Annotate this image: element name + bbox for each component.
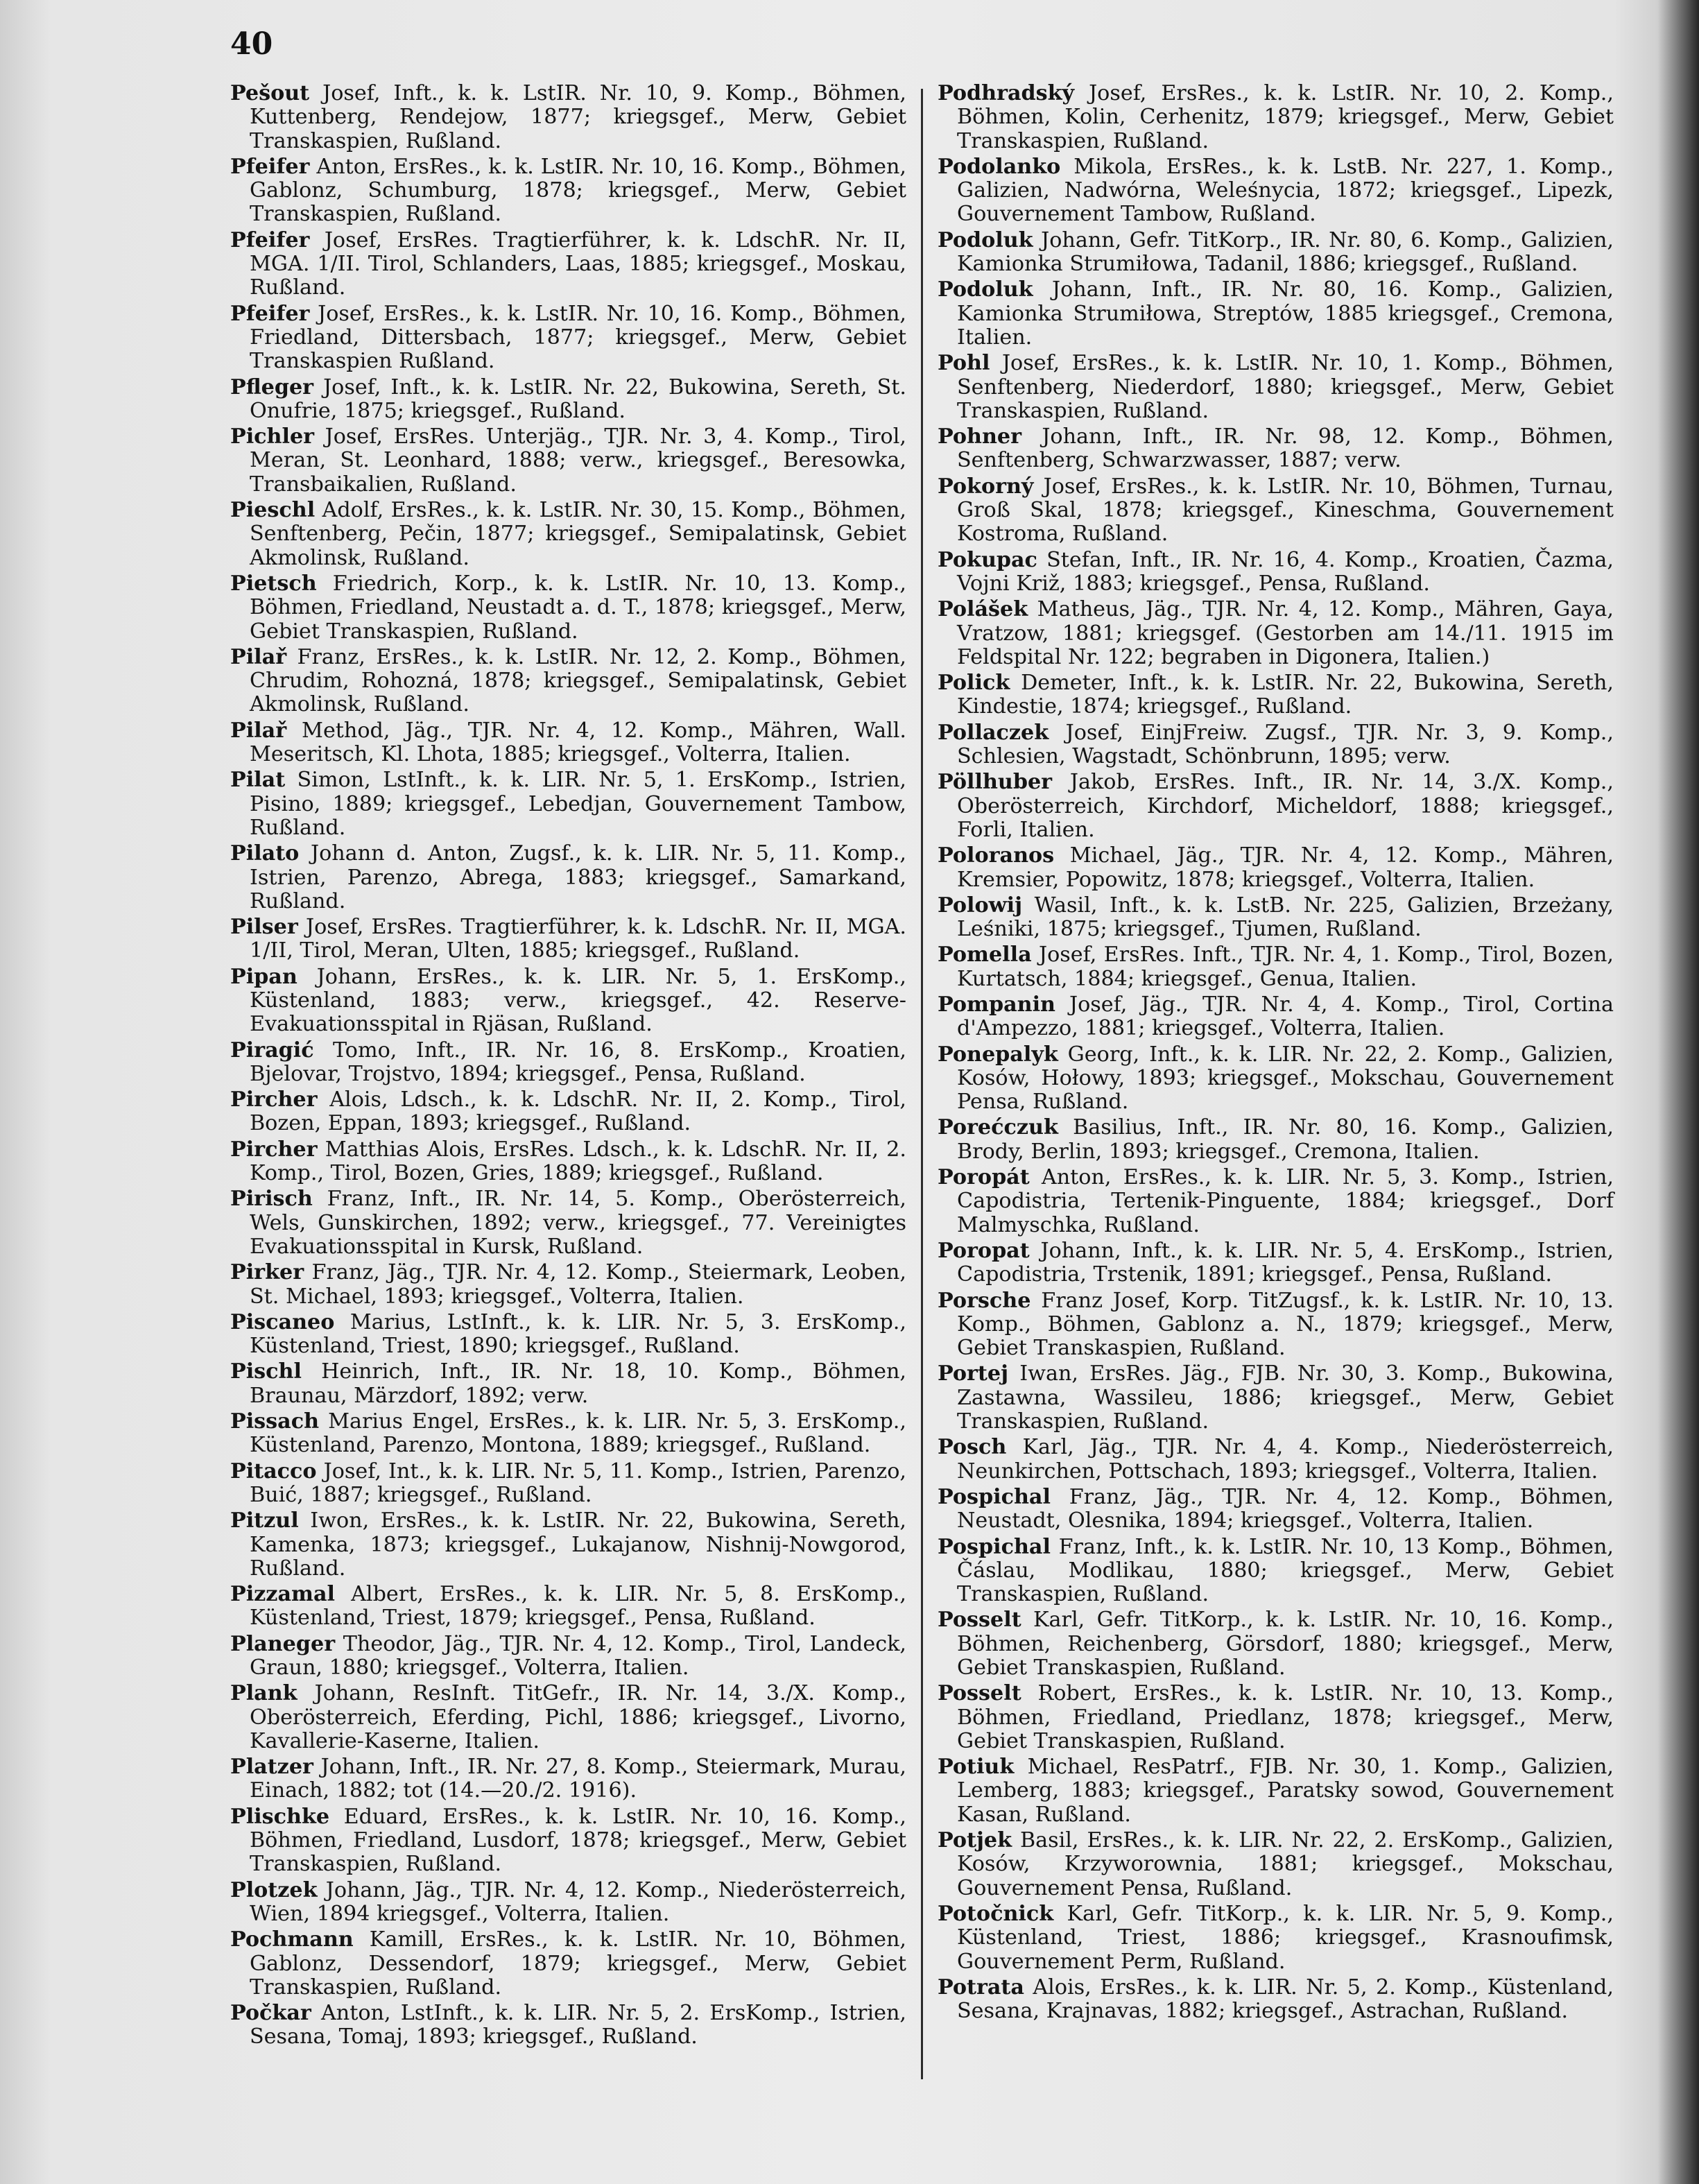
entry-surname: Pochmann — [230, 1927, 354, 1952]
entry-surname: Pircher — [230, 1087, 318, 1112]
entry-surname: Platzer — [230, 1755, 313, 1780]
register-entry — [230, 1088, 906, 1136]
register-entry — [938, 352, 1614, 423]
register-entry — [230, 1633, 906, 1680]
entry-surname: Podoluk — [938, 277, 1033, 302]
register-entry — [938, 721, 1614, 769]
register-entry — [938, 1486, 1614, 1533]
register-entry — [230, 425, 906, 497]
entry-surname: Pfeifer — [230, 227, 310, 252]
entry-details: Johann, Inft., k. k. LIR. Nr. 5, 4. ErsKomp., Istrien, Capodistria, Trstenik, 1891; kriegsgef., Pensa, Rußland. — [957, 1238, 1614, 1287]
entry-surname: Pissach — [230, 1409, 320, 1434]
register-entry — [938, 1043, 1614, 1115]
register-entry — [938, 549, 1614, 596]
entry-surname: Piscaneo — [230, 1309, 335, 1334]
right-column — [938, 82, 1614, 2025]
register-entry — [938, 894, 1614, 942]
entry-details: Kamill, ErsRes., k. k. LstIR. Nr. 10, Böhmen, Gablonz, Dessendorf, 1879; kriegsgef., Merw, Gebiet Transkaspien, Rußland. — [250, 1927, 906, 2000]
entry-surname: Planeger — [230, 1631, 336, 1656]
register-entry — [230, 1460, 906, 1508]
entry-surname: Pitzul — [230, 1508, 299, 1533]
entry-surname: Pfeifer — [230, 301, 310, 326]
entry-details: Karl, Gefr. TitKorp., k. k. LIR. Nr. 5, 9. Komp., Küstenland, Triest, 1886; kriegsgef., Krasnoufimsk, Gouvernement Perm, Rußland. — [957, 1901, 1614, 1974]
register-entry — [938, 671, 1614, 719]
entry-details: Johann, Gefr. TitKorp., IR. Nr. 80, 6. Komp., Galizien, Kamionka Strumiłowa, Tadanil, 1886; kriegsgef., Rußland. — [957, 227, 1614, 277]
entry-details: Karl, Gefr. TitKorp., k. k. LstIR. Nr. 10, 16. Komp., Böhmen, Reichenberg, Görsdorf, 1880; kriegsgef., Merw, Gebiet Transkaspien, Rußland. — [957, 1608, 1614, 1680]
entry-surname: Podoluk — [938, 227, 1033, 252]
register-entry — [230, 1360, 906, 1408]
entry-surname: Počkar — [230, 2001, 311, 2026]
register-entry — [938, 1239, 1614, 1287]
entry-details: Tomo, Inft., IR. Nr. 16, 8. ErsKomp., Kroatien, Bjelovar, Trojstvo, 1894; kriegsgef., Pensa, Rußland. — [250, 1038, 906, 1086]
entry-surname: Polowij — [938, 893, 1023, 918]
register-entry — [230, 2002, 906, 2049]
entry-surname: Polick — [938, 671, 1010, 696]
register-entry — [938, 943, 1614, 991]
entry-surname: Poropát — [938, 1165, 1030, 1190]
register-entry — [230, 499, 906, 570]
entry-details: Josef, ErsRes. Inft., TJR. Nr. 4, 1. Komp., Tirol, Bozen, Kurtatsch, 1884; kriegsgef., Genua, Italien. — [957, 943, 1614, 991]
entry-surname: Pieschl — [230, 498, 316, 523]
entry-surname: Piragić — [230, 1038, 314, 1063]
entry-details: Simon, LstInft., k. k. LIR. Nr. 5, 1. ErsKomp., Istrien, Pisino, 1889; kriegsgef., Lebedjan, Gouvernement Tambow, Rußland. — [250, 768, 906, 840]
entry-surname: Pilař — [230, 644, 287, 669]
scan-shadow-edge — [1657, 0, 1699, 2184]
entry-surname: Pokorný — [938, 474, 1034, 499]
register-entry — [938, 771, 1614, 842]
entry-details: Josef, ErsRes., k. k. LstIR. Nr. 10, Böhmen, Turnau, Groß Skal, 1878; kriegsgef., Kineschma, Gouvernement Kostroma, Rußland. — [957, 474, 1614, 547]
entry-surname: Pilat — [230, 768, 286, 793]
entry-surname: Pipan — [230, 964, 297, 989]
register-entry — [230, 229, 906, 300]
register-entry — [230, 302, 906, 374]
register-entry — [938, 993, 1614, 1041]
entry-details: Franz, Jäg., TJR. Nr. 4, 12. Komp., Steiermark, Leoben, St. Michael, 1893; kriegsgef., Volterra, Italien. — [250, 1260, 906, 1309]
register-entry — [938, 844, 1614, 892]
entry-surname: Pohner — [938, 424, 1022, 449]
entry-details: Marius Engel, ErsRes., k. k. LIR. Nr. 5, 3. ErsKomp., Küstenland, Parenzo, Montona, 1889; kriegsgef., Rußland. — [250, 1409, 906, 1458]
entry-details: Anton, LstInft., k. k. LIR. Nr. 5, 2. ErsKomp., Istrien, Sesana, Tomaj, 1893; kriegsgef., Rußland. — [250, 2001, 907, 2049]
register-entry — [938, 278, 1614, 350]
register-entry — [938, 1436, 1614, 1484]
entry-surname: Porsche — [938, 1288, 1031, 1313]
entry-details: Josef, ErsRes., k. k. LstIR. Nr. 10, 2. Komp., Böhmen, Kolin, Cerhenitz, 1879; kriegsgef., Merw, Gebiet Transkaspien, Rußland. — [957, 81, 1614, 153]
entry-surname: Portej — [938, 1361, 1009, 1386]
entry-surname: Posch — [938, 1435, 1007, 1460]
entry-details: Josef, Inft., k. k. LstIR. Nr. 10, 9. Komp., Böhmen, Kuttenberg, Rendejow, 1877; kriegsgef., Merw, Gebiet Transkaspien, Rußland. — [250, 81, 906, 153]
register-entry — [230, 1261, 906, 1309]
entry-details: Theodor, Jäg., TJR. Nr. 4, 12. Komp., Tirol, Landeck, Graun, 1880; kriegsgef., Volterra, Italien. — [250, 1631, 906, 1680]
register-entry — [938, 82, 1614, 153]
register-entry — [230, 1410, 906, 1458]
entry-surname: Pospichal — [938, 1484, 1051, 1509]
entry-surname: Pircher — [230, 1137, 318, 1162]
entry-surname: Porećczuk — [938, 1115, 1058, 1140]
entry-details: Josef, ErsRes., k. k. LstIR. Nr. 10, 1. Komp., Böhmen, Senftenberg, Niederdorf, 1880; kriegsgef., Merw, Gebiet Transkaspien, Rußland. — [957, 351, 1614, 423]
entry-details: Johann, ResInft. TitGefr., IR. Nr. 14, 3./X. Komp., Oberösterreich, Eferding, Pichl, 1886; kriegsgef., Livorno, Kavallerie-Kaserne, Italien. — [250, 1681, 906, 1753]
register-entry — [230, 915, 906, 963]
register-entry — [230, 155, 906, 227]
entry-surname: Pollaczek — [938, 720, 1049, 745]
entry-details: Johann, Jäg., TJR. Nr. 4, 12. Komp., Niederösterreich, Wien, 1894 kriegsgef., Volterra, Italien. — [250, 1877, 906, 1926]
register-entry — [938, 1902, 1614, 1974]
entry-details: Michael, Jäg., TJR. Nr. 4, 12. Komp., Mähren, Kremsier, Popowitz, 1878; kriegsgef., Volterra, Italien. — [957, 843, 1614, 892]
entry-surname: Pešout — [230, 81, 310, 105]
entry-details: Wasil, Inft., k. k. LstB. Nr. 225, Galizien, Brzeżany, Leśniki, 1875; kriegsgef., Tjumen, Rußland. — [957, 893, 1614, 942]
entry-details: Josef, Inft., k. k. LstIR. Nr. 22, Bukowina, Sereth, St. Onufrie, 1875; kriegsgef., Rußland. — [250, 375, 906, 423]
register-entry — [938, 1289, 1614, 1361]
entry-details: Eduard, ErsRes., k. k. LstIR. Nr. 10, 16. Komp., Böhmen, Friedland, Lusdorf, 1878; kriegsgef., Merw, Gebiet Transkaspien, Rußland. — [250, 1804, 906, 1877]
register-entry — [230, 1311, 906, 1359]
column-divider — [921, 89, 923, 2079]
entry-details: Albert, ErsRes., k. k. LIR. Nr. 5, 8. ErsKomp., Küstenland, Triest, 1879; kriegsgef., Pensa, Rußland. — [250, 1582, 906, 1631]
register-entry — [938, 155, 1614, 227]
entry-details: Franz, Inft., IR. Nr. 14, 5. Komp., Oberösterreich, Wels, Gunskirchen, 1892; verw., kriegsgef., 77. Vereinigtes Evakuationsspital in Kursk, Rußland. — [250, 1187, 906, 1259]
entry-details: Stefan, Inft., IR. Nr. 16, 4. Komp., Kroatien, Čazma, Vojni Križ, 1883; kriegsgef., Pensa, Rußland. — [957, 547, 1614, 596]
entry-details: Demeter, Inft., k. k. LstIR. Nr. 22, Bukowina, Sereth, Kindestie, 1874; kriegsgef., Rußland. — [957, 671, 1614, 719]
entry-details: Georg, Inft., k. k. LIR. Nr. 22, 2. Komp., Galizien, Kosów, Hołowy, 1893; kriegsgef., Mokschau, Gouvernement Pensa, Rußland. — [957, 1042, 1614, 1115]
register-entry — [938, 598, 1614, 669]
left-column — [230, 82, 906, 2052]
entry-surname: Pohl — [938, 351, 990, 376]
entry-surname: Pilař — [230, 718, 287, 743]
register-entry — [938, 475, 1614, 547]
entry-surname: Polášek — [938, 597, 1028, 622]
entry-details: Michael, ResPatrf., FJB. Nr. 30, 1. Komp., Galizien, Lemberg, 1883; kriegsgef., Paratsky sowod, Gouvernement Kasan, Rußland. — [957, 1755, 1614, 1827]
entry-surname: Pischl — [230, 1359, 302, 1384]
entry-surname: Pietsch — [230, 571, 317, 596]
entry-details: Matheus, Jäg., TJR. Nr. 4, 12. Komp., Mähren, Gaya, Vratzow, 1881; kriegsgef. (Gestorben am 14./11. 1915 im Feldspital Nr. 122; begraben in Digonera, Italien.) — [957, 597, 1614, 669]
register-entry — [938, 229, 1614, 277]
entry-details: Adolf, ErsRes., k. k. LstIR. Nr. 30, 15. Komp., Böhmen, Senftenberg, Pečin, 1877; kriegsgef., Semipalatinsk, Gebiet Akmolinsk, Rußland. — [250, 498, 906, 570]
entry-details: Josef, ErsRes., k. k. LstIR. Nr. 10, 16. Komp., Böhmen, Friedland, Dittersbach, 1877; kriegsgef., Merw, Gebiet Transkaspien Rußland. — [250, 301, 906, 374]
entry-details: Matthias Alois, ErsRes. Ldsch., k. k. LdschR. Nr. II, 2. Komp., Tirol, Bozen, Gries, 1889; kriegsgef., Rußland. — [250, 1137, 906, 1186]
register-entry — [230, 1879, 906, 1927]
entry-surname: Pöllhuber — [938, 770, 1053, 795]
entry-surname: Potočnick — [938, 1901, 1054, 1926]
entry-details: Marius, LstInft., k. k. LIR. Nr. 5, 3. ErsKomp., Küstenland, Triest, 1890; kriegsgef., Rußland. — [250, 1309, 906, 1359]
entry-details: Franz, Jäg., TJR. Nr. 4, 12. Komp., Böhmen, Neustadt, Olesnika, 1894; kriegsgef., Volterra, Italien. — [957, 1484, 1614, 1533]
entry-surname: Poloranos — [938, 843, 1055, 868]
register-entry — [230, 572, 906, 644]
register-entry — [230, 1805, 906, 1877]
entry-surname: Pirisch — [230, 1187, 313, 1212]
entry-details: Johann, Inft., IR. Nr. 27, 8. Komp., Steiermark, Murau, Einach, 1882; tot (14.—20./2. 1916). — [250, 1755, 906, 1803]
entry-details: Anton, ErsRes., k. k. LstIR. Nr. 10, 16. Komp., Böhmen, Gablonz, Schumburg, 1878; kriegsgef., Merw, Gebiet Transkaspien, Rußland. — [250, 154, 906, 227]
register-entry — [230, 1509, 906, 1581]
entry-details: Friedrich, Korp., k. k. LstIR. Nr. 10, 13. Komp., Böhmen, Friedland, Neustadt a. d. T., 1878; kriegsgef., Merw, Gebiet Transkaspien, Rußland. — [250, 571, 906, 644]
entry-surname: Plank — [230, 1681, 297, 1706]
entry-details: Alois, Ldsch., k. k. LdschR. Nr. II, 2. Komp., Tirol, Bozen, Eppan, 1893; kriegsgef., Rußland. — [250, 1087, 906, 1136]
register-entry — [938, 1166, 1614, 1237]
entry-surname: Pospichal — [938, 1534, 1051, 1559]
entry-surname: Potiuk — [938, 1755, 1015, 1780]
entry-details: Josef, Jäg., TJR. Nr. 4, 4. Komp., Tirol, Cortina d'Ampezzo, 1881; kriegsgef., Volterra, Italien. — [957, 992, 1614, 1041]
entry-surname: Pilato — [230, 841, 300, 866]
entry-surname: Pirker — [230, 1260, 304, 1285]
entry-details: Franz, Inft., k. k. LstIR. Nr. 10, 13 Komp., Böhmen, Čáslau, Modlikau, 1880; kriegsgef., Merw, Gebiet Transkaspien, Rußland. — [957, 1534, 1614, 1607]
entry-details: Franz, ErsRes., k. k. LstIR. Nr. 12, 2. Komp., Böhmen, Chrudim, Rohozná, 1878; kriegsgef., Semipalatinsk, Gebiet Akmolinsk, Rußland. — [250, 644, 906, 717]
entry-details: Josef, ErsRes. Tragtierführer, k. k. LdschR. Nr. II, MGA. 1/II. Tirol, Schlanders, Laas, 1885; kriegsgef., Moskau, Rußland. — [250, 227, 906, 300]
entry-surname: Potrata — [938, 1975, 1024, 2000]
entry-surname: Plotzek — [230, 1877, 318, 1902]
entry-surname: Posselt — [938, 1681, 1021, 1706]
register-entry — [938, 1608, 1614, 1680]
register-entry — [230, 1682, 906, 1753]
register-entry — [230, 842, 906, 913]
entry-details: Iwan, ErsRes. Jäg., FJB. Nr. 30, 3. Komp., Bukowina, Zastawna, Wassileu, 1886; kriegsgef., Merw, Gebiet Transkaspien, Rußland. — [957, 1361, 1614, 1434]
entry-details: Jakob, ErsRes. Inft., IR. Nr. 14, 3./X. Komp., Oberösterreich, Kirchdorf, Micheldorf, 1888; kriegsgef., Forli, Italien. — [957, 770, 1614, 842]
register-entry — [230, 768, 906, 840]
entry-details: Iwon, ErsRes., k. k. LstIR. Nr. 22, Bukowina, Sereth, Kamenka, 1873; kriegsgef., Lukajanow, Nishnij-Nowgorod, Rußland. — [250, 1508, 906, 1581]
register-entry — [938, 1829, 1614, 1900]
register-entry — [230, 376, 906, 424]
entry-surname: Pomella — [938, 943, 1032, 968]
register-entry — [938, 1116, 1614, 1164]
register-entry — [938, 1976, 1614, 2024]
entry-details: Johann, Inft., IR. Nr. 80, 16. Komp., Galizien, Kamionka Strumiłowa, Streptów, 1885 kriegsgef., Cremona, Italien. — [957, 277, 1614, 350]
register-entry — [938, 425, 1614, 473]
entry-details: Heinrich, Inft., IR. Nr. 18, 10. Komp., Böhmen, Braunau, Märzdorf, 1892; verw. — [250, 1359, 906, 1408]
entry-details: Anton, ErsRes., k. k. LIR. Nr. 5, 3. Komp., Istrien, Capodistria, Tertenik-Pinguente, 1884; kriegsgef., Dorf Malmyschka, Rußland. — [957, 1165, 1614, 1237]
entry-details: Basilius, Inft., IR. Nr. 80, 16. Komp., Galizien, Brody, Berlin, 1893; kriegsgef., Cremona, Italien. — [957, 1115, 1614, 1164]
entry-details: Josef, ErsRes. Unterjäg., TJR. Nr. 3, 4. Komp., Tirol, Meran, St. Leonhard, 1888; verw., kriegsgef., Beresowka, Transbaikalien, Rußland. — [250, 424, 906, 497]
entry-surname: Pfleger — [230, 375, 314, 399]
entry-surname: Pitacco — [230, 1459, 317, 1484]
register-entry — [230, 1039, 906, 1087]
register-entry — [230, 1138, 906, 1186]
entry-details: Alois, ErsRes., k. k. LIR. Nr. 5, 2. Komp., Küstenland, Sesana, Krajnavas, 1882; kriegsgef., Astrachan, Rußland. — [957, 1975, 1614, 2024]
entry-details: Josef, Int., k. k. LIR. Nr. 5, 11. Komp., Istrien, Parenzo, Buić, 1887; kriegsgef., Rußland. — [250, 1459, 906, 1507]
register-entry — [938, 1682, 1614, 1753]
entry-details: Franz Josef, Korp. TitZugsf., k. k. LstIR. Nr. 10, 13. Komp., Böhmen, Gablonz a. N., 1879; kriegsgef., Merw, Gebiet Transkaspien, Rußland. — [957, 1288, 1614, 1361]
entry-surname: Posselt — [938, 1608, 1021, 1633]
register-entry — [230, 1928, 906, 2000]
entry-surname: Pilser — [230, 915, 298, 940]
register-entry — [230, 82, 906, 153]
register-entry — [230, 965, 906, 1037]
register-entry — [230, 1583, 906, 1631]
entry-surname: Poropat — [938, 1238, 1030, 1263]
entry-surname: Pizzamal — [230, 1582, 335, 1607]
entry-details: Johann, Inft., IR. Nr. 98, 12. Komp., Böhmen, Senftenberg, Schwarzwasser, 1887; verw. — [957, 424, 1614, 473]
page-number: 40 — [230, 26, 273, 62]
entry-details: Karl, Jäg., TJR. Nr. 4, 4. Komp., Niederösterreich, Neunkirchen, Pottschach, 1893; kriegsgef., Volterra, Italien. — [957, 1435, 1614, 1484]
entry-surname: Pokupac — [938, 547, 1037, 572]
entry-details: Johann, ErsRes., k. k. LIR. Nr. 5, 1. ErsKomp., Küstenland, 1883; verw., kriegsgef., 42. Reserve-Evakuationsspital in Rjäsan, Rußland. — [250, 964, 906, 1037]
entry-surname: Podhradský — [938, 81, 1075, 105]
entry-surname: Pichler — [230, 424, 315, 449]
entry-details: Mikola, ErsRes., k. k. LstB. Nr. 227, 1. Komp., Galizien, Nadwórna, Weleśnycia, 1872; kriegsgef., Lipezk, Gouvernement Tambow, Rußland. — [957, 154, 1614, 227]
entry-surname: Ponepalyk — [938, 1042, 1058, 1067]
register-entry — [938, 1536, 1614, 1607]
entry-surname: Pfeifer — [230, 154, 310, 179]
register-entry — [938, 1362, 1614, 1434]
register-entry — [230, 646, 906, 717]
register-entry — [230, 719, 906, 767]
entry-details: Method, Jäg., TJR. Nr. 4, 12. Komp., Mähren, Wall. Meseritsch, Kl. Lhota, 1885; kriegsgef., Volterra, Italien. — [250, 718, 906, 767]
entry-details: Basil, ErsRes., k. k. LIR. Nr. 22, 2. ErsKomp., Galizien, Kosów, Krzyworownia, 1881; kriegsgef., Mokschau, Gouvernement Pensa, Rußland. — [957, 1828, 1614, 1900]
register-entry — [230, 1755, 906, 1803]
register-entry — [938, 1755, 1614, 1827]
entry-details: Robert, ErsRes., k. k. LstIR. Nr. 10, 13. Komp., Böhmen, Friedland, Priedlanz, 1878; kriegsgef., Merw, Gebiet Transkaspien, Rußland. — [957, 1681, 1614, 1753]
register-entry — [230, 1187, 906, 1259]
entry-details: Josef, ErsRes. Tragtierführer, k. k. LdschR. Nr. II, MGA. 1/II, Tirol, Meran, Ulten, 1885; kriegsgef., Rußland. — [250, 915, 906, 963]
entry-details: Johann d. Anton, Zugsf., k. k. LIR. Nr. 5, 11. Komp., Istrien, Parenzo, Abrega, 1883; kriegsgef., Samarkand, Rußland. — [250, 841, 906, 913]
entry-details: Josef, EinjFreiw. Zugsf., TJR. Nr. 3, 9. Komp., Schlesien, Wagstadt, Schönbrunn, 1895; verw. — [957, 720, 1614, 769]
entry-surname: Potjek — [938, 1828, 1012, 1853]
entry-surname: Pompanin — [938, 992, 1055, 1017]
entry-surname: Podolanko — [938, 154, 1061, 179]
entry-surname: Plischke — [230, 1804, 330, 1829]
